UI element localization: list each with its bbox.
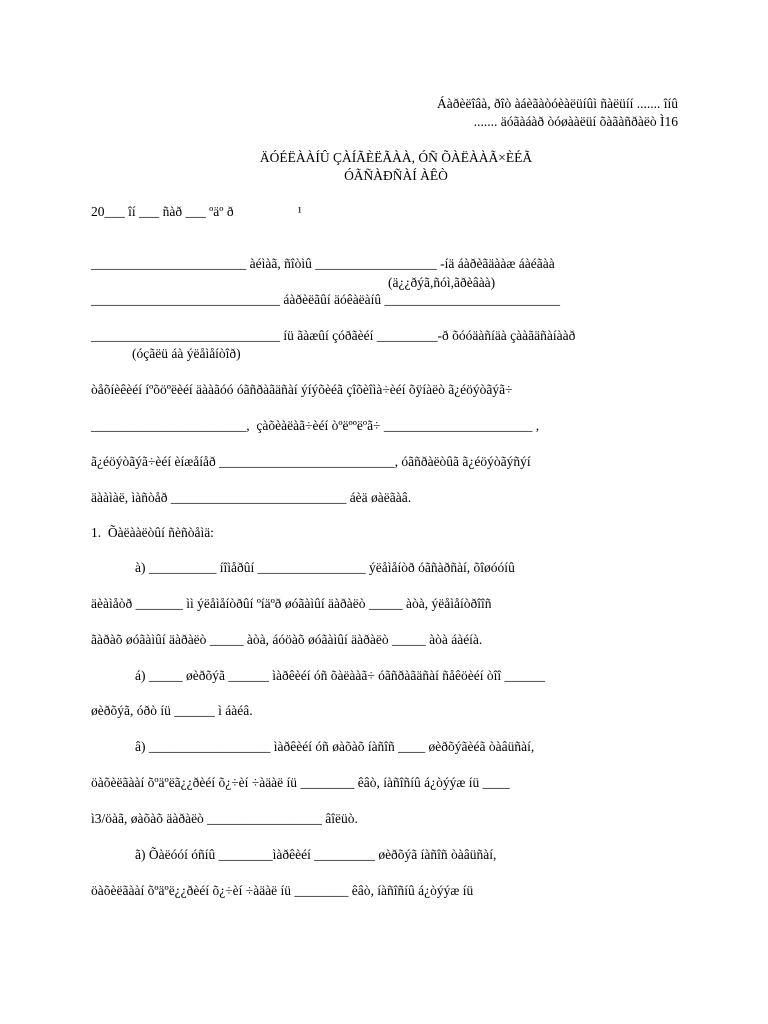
body-paragraph-line-1: òåõíèêèéí íºõöºëèéí äààãóó óãñðàãäñàí ýíýõèéã çîõèîìà÷èéí õÿíàëò ã¿éöýòãýã÷: [91, 382, 513, 397]
item-c-line-2: öàõèëãààí õºäºëã¿¿ðèéí õ¿÷èí ÷àäàë íü ________ êâò, íàñîñíû á¿òýýæ íü ____: [91, 775, 510, 790]
body-paragraph-line-2: _______________________, çàõèàëàã÷èéí òºëººëºã÷ ______________________ ,: [91, 418, 540, 433]
section-heading: 1. Õàëààëòûí ñèñòåìä:: [91, 525, 214, 540]
item-d-line-1: ã) Õàëóóí óñíû ________ìàðêèéí _________ øèðõýã íàñîñ òàâüñàí,: [135, 847, 497, 862]
date-line: 20___ îí ___ ñàð ___ ºäº ð ¹: [91, 204, 302, 219]
location-field-line: _______________________ àéìàã, ñîòìû __________________ -íä áàðèãäààæ áàéãàà: [91, 256, 555, 271]
drawing-field-line: ____________________________ íü ãàæûí çóðãèéí _________-ð õóóäàñíäà çààãäñàíààð: [91, 328, 576, 343]
body-paragraph-line-4: äààìàë, ìàñòåð __________________________ áèä øàëãàâ.: [91, 490, 412, 505]
document-title-line-1: ÄÓÉËÀÀÍÛ ÇÀÍÃÈËÃÀÀ, ÓÑ ÕÀËÀÀÃ×ÈÉÃ: [259, 150, 533, 165]
item-a-line-2: äèàìåòð _______ ìì ýëåìåíòðûí ºíäºð øóãàìûí äàðàëò _____ àòà, ýëåìåíòðîîñ: [91, 596, 492, 611]
item-a-line-1: à) __________ íîìåðûí ________________ ýëåìåíòð óãñàðñàí, õîøóóíû: [135, 560, 515, 575]
item-b-line-2: øèðõýã, óðò íü ______ ì áàéâ.: [91, 703, 253, 718]
body-paragraph-line-3: ã¿éöýòãýã÷èéí èíæåíåð __________________________, óãñðàëòûã ã¿éöýòãýñýí: [91, 454, 531, 469]
item-c-line-3: ì3/öàã, øàõàõ äàðàëò _________________ âîëüò.: [91, 811, 358, 826]
item-c-line-1: â) __________________ ìàðêèéí óñ øàõàõ íàñîñ ____ øèðõýãèéã òàâüñàí,: [135, 739, 535, 754]
location-hint: (ä¿¿ðýã,ñóì,ãðèâàà): [388, 275, 496, 290]
header-line-2: ....... äóãàáàð òóøààëüí õàãàñðàëò Ì16: [473, 114, 678, 129]
item-d-line-2: öàõèëãààí õºäºë¿¿ðèéí õ¿÷èí ÷àäàë íü ________ êâò, íàñîñíû á¿òýýæ íü: [91, 883, 474, 898]
header-line-1: Áàðèëîâà, ðîò àáèãàòóèàëüíûì ñàëüíí ....... îíû: [436, 96, 678, 111]
drawing-hint: (óçãëü áà ýëåìåíòîð): [132, 346, 241, 361]
item-a-line-3: ãàðàõ øóãàìûí äàðàëò _____ àòà, áóöàõ øóãàìûí äàðàëò _____ àòà áàéíà.: [91, 632, 483, 647]
item-b-line-1: á) _____ øèðõýã ______ ìàðêèéí óñ õàëààã÷ óãñðàãäñàí ñåêöèéí òîî ______: [135, 668, 545, 683]
document-title-line-2: ÓÃÑÀÐÑÀÍ ÀÊÒ: [344, 168, 448, 183]
organization-field-line: ____________________________ áàðèëãûí äóêàëàíû __________________________: [91, 292, 561, 307]
